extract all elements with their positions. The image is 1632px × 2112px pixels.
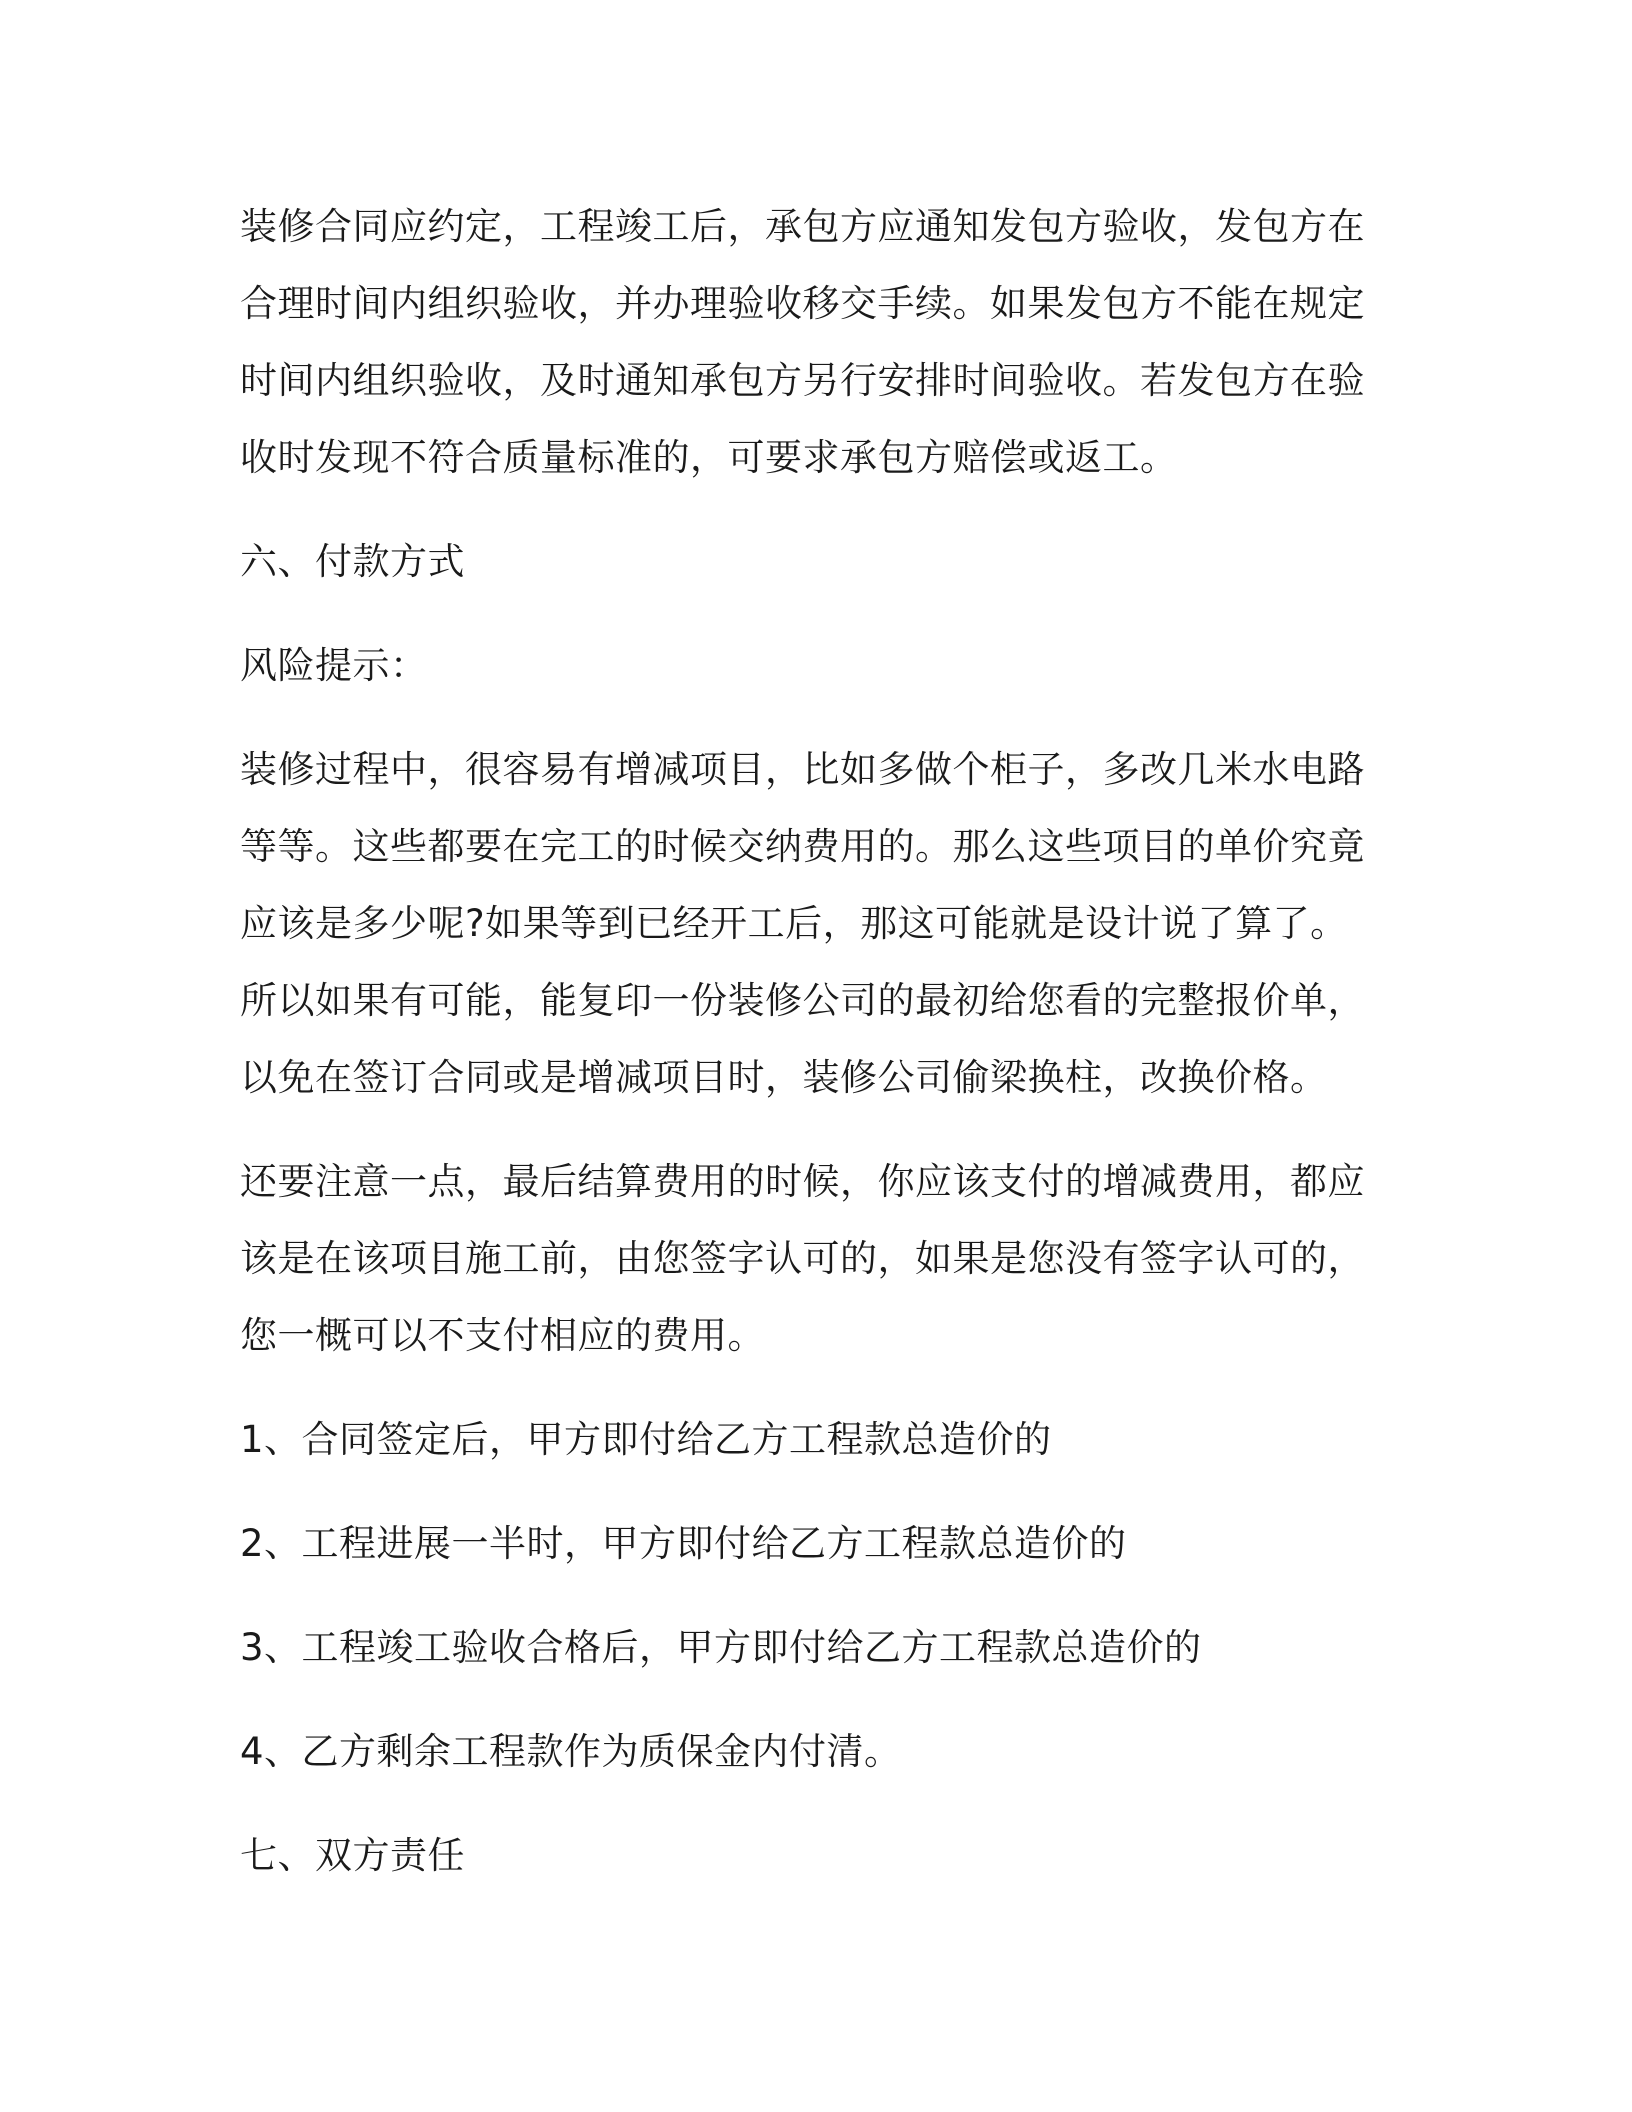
payment-item-1: 1、合同签定后，甲方即付给乙方工程款总造价的	[240, 1418, 1052, 1461]
risk-notice-label: 风险提示：	[240, 644, 428, 687]
section-heading-responsibilities: 七、双方责任	[240, 1834, 465, 1877]
document-body	[240, 188, 1380, 1921]
payment-item-2: 2、工程进展一半时，甲方即付给乙方工程款总造价的	[240, 1522, 1127, 1565]
section-heading-payment: 六、付款方式	[240, 540, 465, 583]
paragraph-acceptance: 装修合同应约定，工程竣工后，承包方应通知发包方验收，发包方在合理时间内组织验收，并办理验收移交手续。如果发包方不能在规定时间内组织验收，及时通知承包方另行安排时间验收。若发包方在验收时发现不符合质量标准的，可要求承包方赔偿或返工。	[240, 205, 1365, 479]
paragraph-settlement: 还要注意一点，最后结算费用的时候，你应该支付的增减费用，都应该是在该项目施工前，由您签字认可的，如果是您没有签字认可的，您一概可以不支付相应的费用。	[240, 1160, 1365, 1357]
payment-item-4: 4、乙方剩余工程款作为质保金内付清。	[240, 1730, 902, 1773]
payment-item-3: 3、工程竣工验收合格后，甲方即付给乙方工程款总造价的	[240, 1626, 1202, 1669]
paragraph-extra-items: 装修过程中，很容易有增减项目，比如多做个柜子，多改几米水电路等等。这些都要在完工的时候交纳费用的。那么这些项目的单价究竟应该是多少呢?如果等到已经开工后，那这可能就是设计说了算了。所以如果有可能，能复印一份装修公司的最初给您看的完整报价单，以免在签订合同或是增减项目时，装修公司偷梁换柱，改换价格。	[240, 748, 1365, 1099]
